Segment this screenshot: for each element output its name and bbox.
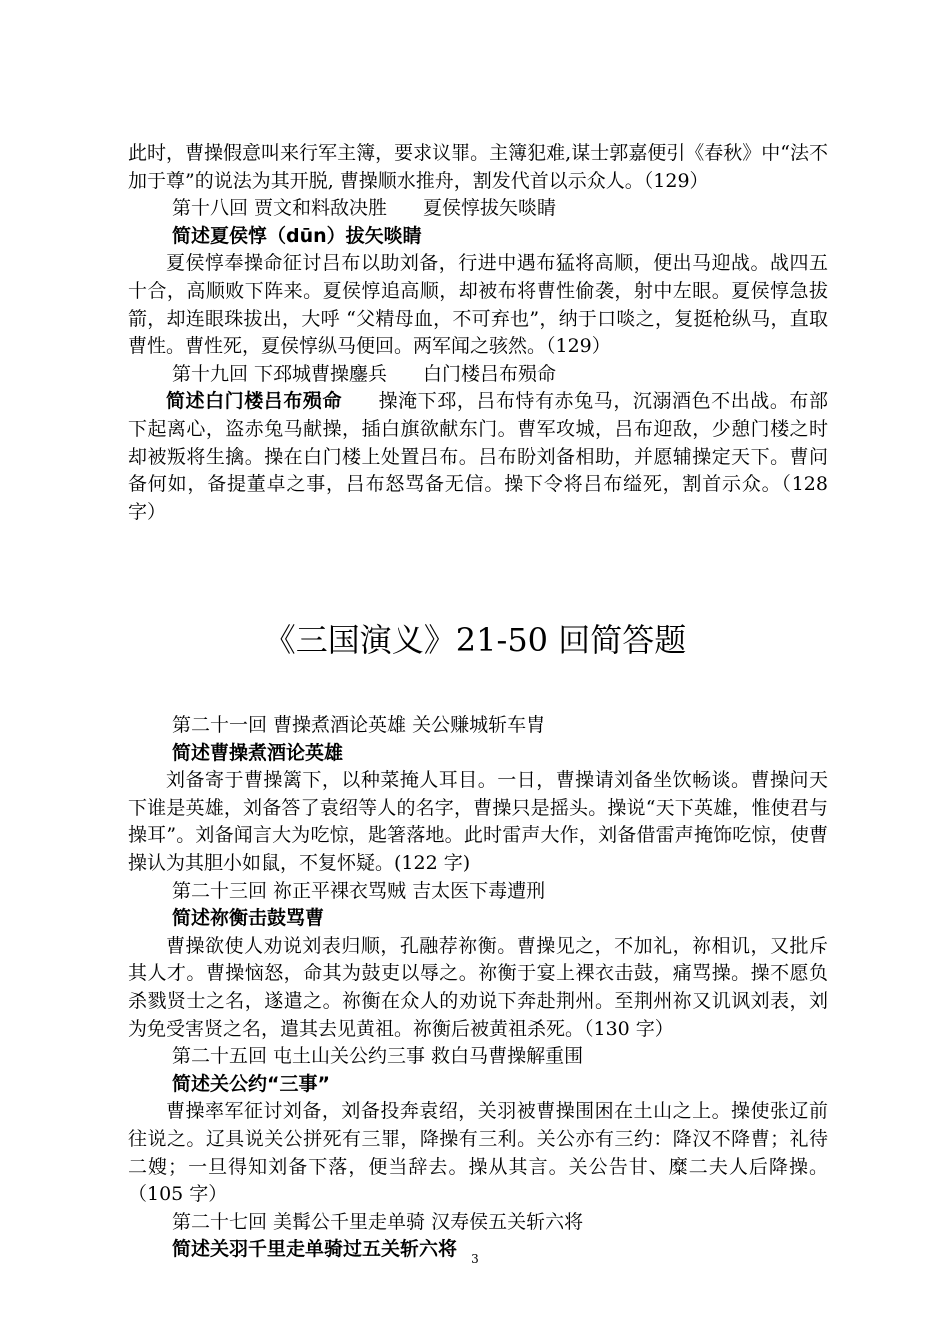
chapter-25-heading: 第二十五回 屯土山关公约三事 救白马曹操解重围 [172,1045,584,1068]
chapter-21-answer: 刘备寄于曹操篱下，以种菜掩人耳目。一日，曹操请刘备坐饮畅谈。曹操问天下谁是英雄，刘备答了袁绍等人的名字，曹操只是摇头。操说“天下英雄，惟使君与操耳”。刘备闻言大为吃惊，匙箸落地。此时雷声大作，刘备借雷声掩饰吃惊，使曹操认为其胆小如鼠，不复怀疑。(122 字) [128,769,828,874]
section-title: 《三国演义》21-50 回简答题 [263,621,687,659]
chapter-21-heading: 第二十一回 曹操煮酒论英雄 关公赚城斩车胄 [172,714,546,736]
chapter-19-title-b: 白门楼吕布殒命 [423,362,557,385]
text-block-lower [128,712,828,1264]
chapter-19-heading [128,361,828,389]
chapter-23-heading: 第二十三回 祢正平裸衣骂贼 吉太医下毒遭刑 [172,879,546,902]
chapter-23-answer: 曹操欲使人劝说刘表归顺，孔融荐祢衡。曹操见之，不加礼，祢相讥，又批斥其人才。曹操恼怒，命其为鼓吏以辱之。祢衡于宴上裸衣击鼓，痛骂操。操不愿负杀戮贤士之名，遂遣之。祢衡在众人的劝说下奔赴荆州。至荆州祢又讥讽刘表，刘为免受害贤之名，遣其去见黄祖。祢衡后被黄祖杀死。（130 字） [128,934,828,1040]
page-number: 3 [471,1252,479,1266]
chapter-18-answer: 夏侯惇奉操命征讨吕布以助刘备，行进中遇布猛将高顺，便出马迎战。战四五十合，高顺败下阵来。夏侯惇追高顺，却被布将曹性偷袭，射中左眼。夏侯惇急拔箭，却连眼珠拔出，大呼 “父精母血，不可弃也”，纳于口啖之，复挺枪纵马，直取曹性。曹性死，夏侯惇纵马便回。两军闻之骇然。（129） [128,252,828,358]
chapter-27-question: 简述关羽千里走单骑过五关斩六将 [172,1238,458,1261]
chapter-18-heading [128,195,828,223]
chapter-19-question: 简述白门楼吕布殒命 [166,390,343,413]
chapter-19-answer-text: 操淹下邳，吕布恃有赤兔马，沉溺酒色不出战。布部下起离心，盗赤兔马献操，插白旗欲献东门。曹军攻城，吕布迎敌，少憩门楼之时却被叛将生擒。操在白门楼上处置吕布。吕布盼刘备相助，并愿辅操定天下。曹问备何如，备提董卓之事，吕布怒骂备无信。操下令将吕布缢死，割首示众。（128 字） [128,390,828,523]
chapter-21-question: 简述曹操煮酒论英雄 [172,741,344,764]
chapter-27-heading: 第二十七回 美髯公千里走单骑 汉寿侯五关斩六将 [172,1210,584,1233]
chapter-18-title-a: 第十八回 贾文和料敌决胜 [172,197,388,220]
chapter-23-question: 简述祢衡击鼓骂曹 [172,907,325,930]
chapter-18-question: 简述夏侯惇（dūn）拔矢啖睛 [172,224,422,247]
text-block-upper [128,140,828,526]
chapter-19-answer [128,388,828,526]
paragraph-ch17-end: 此时，曹操假意叫来行军主簿，要求议罪。主簿犯难,谋士郭嘉便引《春秋》中“法不加于尊”的说法为其开脱, 曹操顺水推舟，割发代首以示众人。（129） [128,142,828,192]
chapter-25-question: 简述关公约“三事” [172,1072,330,1095]
chapter-19-title-a: 第十九回 下邳城曹操鏖兵 [172,362,388,385]
chapter-18-title-b: 夏侯惇拔矢啖睛 [423,197,557,220]
chapter-25-answer: 曹操率军征讨刘备，刘备投奔袁绍，关羽被曹操围困在土山之上。操使张辽前往说之。辽具说关公拼死有三罪，降操有三利。关公亦有三约：降汉不降曹；礼待二嫂；一旦得知刘备下落，便当辞去。操从其言。关公告甘、糜二夫人后降操。（105 字） [128,1100,828,1206]
